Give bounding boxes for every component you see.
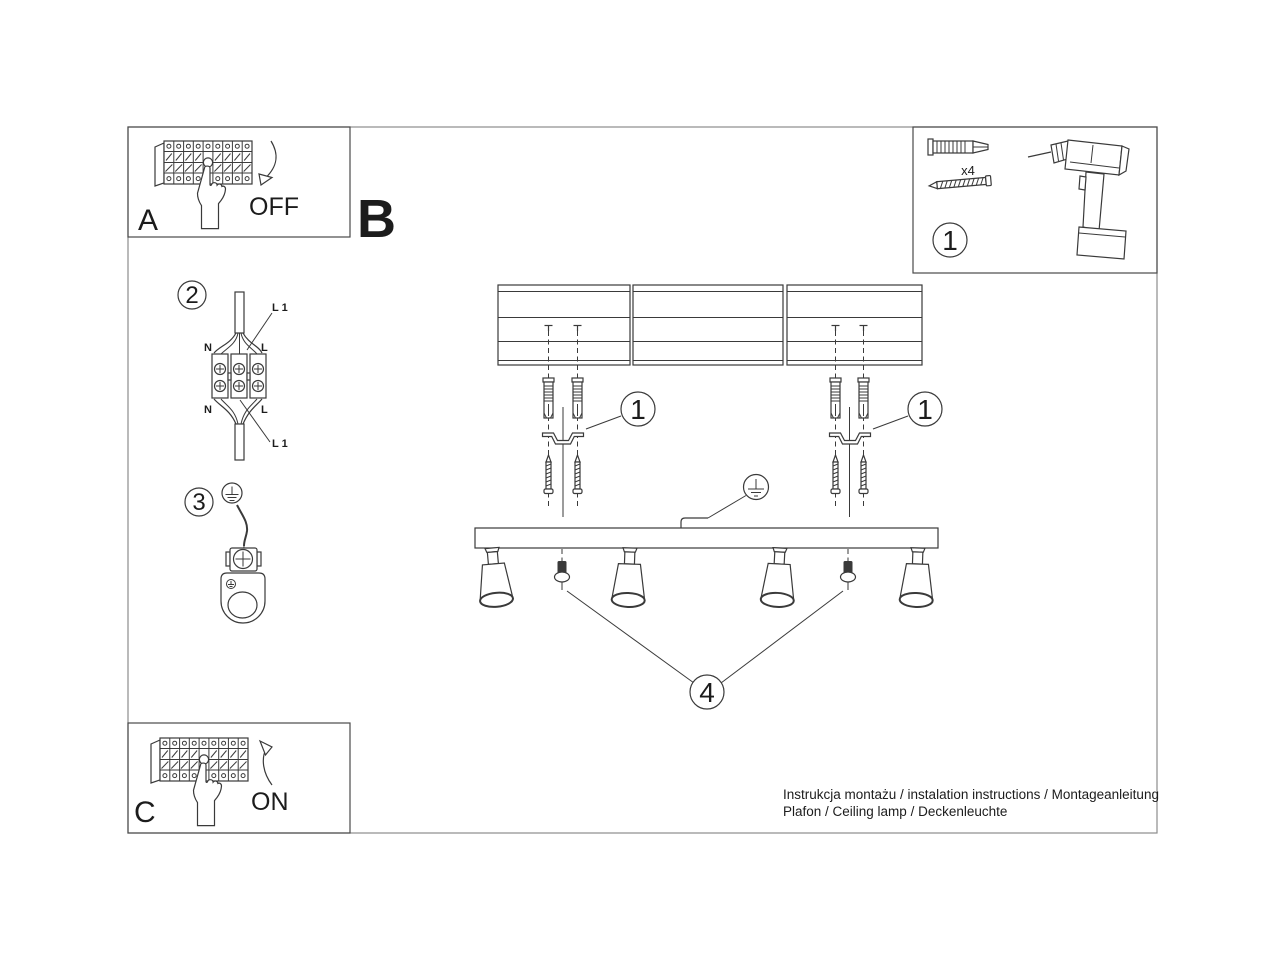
footer-line-2: Plafon / Ceiling lamp / Deckenleuchte — [783, 804, 1008, 819]
footer-line-1: Instrukcja montażu / instalation instructions / Montageanleitung — [783, 787, 1159, 802]
earth-symbol-icon — [222, 483, 242, 503]
earth-wire-hook — [681, 518, 708, 528]
ceiling-panels — [498, 285, 922, 365]
earth-callout — [681, 475, 769, 529]
panel-a — [138, 141, 299, 237]
spotlight-icon — [760, 547, 796, 608]
wall-plug-icon — [928, 139, 988, 155]
l1-top-leader — [247, 313, 272, 350]
anchor-assembly-left — [543, 331, 656, 517]
adjust-knob-icon — [555, 549, 570, 590]
cable-bottom-icon — [214, 399, 262, 460]
spotlight-icon — [611, 547, 646, 607]
kit-contents — [928, 139, 1129, 259]
on-label: ON — [251, 788, 289, 816]
ground-clamp-icon — [226, 548, 261, 571]
terminal-block-icon — [212, 354, 266, 398]
ground-wire-icon — [237, 505, 247, 553]
screw-icon — [929, 175, 992, 190]
callout-3: 3 — [192, 489, 206, 516]
wall-anchor-icon — [572, 378, 583, 418]
wall-anchor-icon — [858, 378, 869, 418]
callout-4: 4 — [699, 677, 715, 708]
anchor-qty-label: x4 — [961, 163, 975, 178]
breaker-panel-icon — [155, 141, 252, 229]
callout-1-right-leader — [873, 416, 908, 429]
cable-top-icon — [214, 292, 262, 354]
ground-step — [185, 483, 265, 623]
spotlight-icon — [476, 547, 514, 609]
panel-c-label: C — [134, 796, 156, 829]
n-top-label: N — [204, 342, 212, 354]
callout-1-kit: 1 — [942, 225, 958, 256]
mount-bracket-body-icon — [221, 573, 265, 623]
n-bottom-label: N — [204, 404, 212, 416]
section-b-label: B — [357, 189, 396, 249]
panel-a-label: A — [138, 204, 159, 237]
mounting-screw-icon — [573, 455, 582, 494]
spotlight-icon — [899, 547, 934, 607]
footer — [783, 787, 1159, 819]
mounting-screw-icon — [831, 455, 840, 494]
wall-anchor-icon — [543, 378, 554, 418]
breaker-panel-icon — [151, 738, 248, 826]
adjust-knob-icon — [841, 549, 856, 590]
wiring-step — [178, 281, 288, 460]
l-top-label: L — [261, 342, 268, 354]
callout-2: 2 — [185, 282, 199, 309]
sheet-frame — [128, 127, 1157, 833]
earth-symbol-icon — [744, 475, 769, 500]
panel-c — [134, 738, 289, 829]
ceiling-screw-marks — [545, 326, 868, 332]
mounting-screw-icon — [544, 455, 553, 494]
adjustment-callout — [567, 591, 843, 709]
mounting-screw-icon — [859, 455, 868, 494]
arrow-down-icon — [259, 141, 276, 185]
callout-1-right: 1 — [917, 394, 933, 425]
arrow-up-icon — [260, 741, 272, 785]
drill-icon — [1028, 140, 1129, 259]
callout-1-left: 1 — [630, 394, 646, 425]
l1-top-label: L 1 — [272, 302, 288, 314]
off-label: OFF — [249, 193, 299, 221]
l1-bottom-label: L 1 — [272, 438, 288, 450]
earth-leader — [708, 496, 746, 519]
lamp-bar — [475, 528, 938, 608]
wall-anchor-icon — [830, 378, 841, 418]
l-bottom-label: L — [261, 404, 268, 416]
anchor-assembly-right — [830, 331, 943, 517]
callout-1-left-leader — [586, 416, 621, 429]
